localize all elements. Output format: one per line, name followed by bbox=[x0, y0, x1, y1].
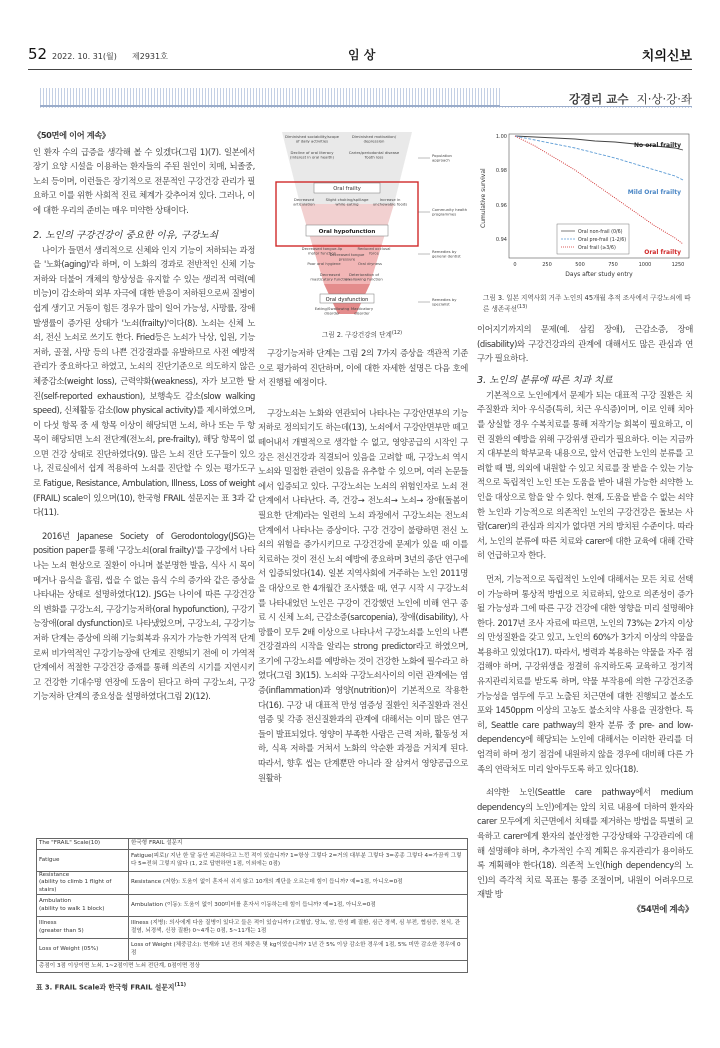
y-ticks bbox=[496, 134, 507, 243]
column-3 bbox=[477, 322, 693, 917]
table-cell: Resistance (ability to climb 1 flight of stairs) bbox=[37, 872, 129, 895]
diagram-label: Reduced occlusal force bbox=[357, 246, 391, 256]
table-3-caption: 표 3. FRAIL Scale과 한국형 FRAIL 설문지$^{(11)}$ bbox=[36, 982, 187, 992]
series-label-frail: Oral frailty bbox=[644, 249, 681, 256]
table-cell: The "FRAIL" Scale(10) bbox=[37, 839, 129, 850]
table-cell: Resistance (저항): 도움이 없이 혼자서 쉬지 않고 10개의 계단을 오르는데 힘이 듭니까? 예=1점, 아니오=0점 bbox=[129, 872, 468, 895]
header-rule bbox=[28, 69, 692, 70]
series-label-pre-frail: Mild Oral frailty bbox=[627, 189, 681, 196]
x-tick: 0 bbox=[513, 262, 517, 268]
y-tick: 0.94 bbox=[495, 237, 507, 243]
diagram-label: Eating/Swallowing disorder bbox=[314, 306, 350, 316]
section-title: 임 상 bbox=[348, 48, 376, 62]
diagram-label: Oral frailty bbox=[333, 186, 361, 192]
table-row bbox=[37, 850, 468, 872]
diagram-label: Oral hypofunction bbox=[318, 229, 376, 235]
diagram-label: Oral dysfunction bbox=[325, 297, 369, 303]
page-header bbox=[28, 46, 692, 68]
diagram-label: Diminished sociability/scope of daily activities bbox=[284, 134, 340, 144]
diagram-label: Poor oral hygiene bbox=[307, 261, 341, 266]
y-tick: 0.98 bbox=[495, 168, 507, 174]
table-row bbox=[37, 895, 468, 917]
diagram-label: Diminished motivation/ depression bbox=[351, 134, 397, 144]
diagram-label: Masticatory disorder bbox=[350, 306, 374, 316]
paragraph: 나이가 들면서 생리적으로 신체와 인지 기능이 저하되는 과정을 '노화(aging)'라 하며, 이 노화의 경과로 전반적인 신체 기능 저하와 더불어 개체의 항상성을 유지할 수 있는 생리적 여력(예비능)이 감소하여 외부 자극에 대한 반응이 저하된으로써 질병이 쉽게 생기고 거동이 힘든 경우가 많이 일어 가능성, 사망률, 장애 발생률이 증가된 상태가 '노쇠(frailty)'이다(8). 노쇠는 신체 노쇠, 전신 노쇠로 쓰기도 한다. Fried등은 노쇠가 낙상, 입원, 기능저하, 골절, 사망 등의 나쁜 건강결과를 유발하므로 사전 예방적 관리가 중요하다고 하였고, 노쇠의 진단기준으로 의도하지 않은 체중감소(weight loss), 근력약화(weakness), 자가 보고한 탈진(self-reported exhaustion), 보행속도 감소(slow walking speed), 신체활동 감소(low physical activity)를 제시하였으며, 이 다섯 항목 중 세 항목 이상이 해당되면 노쇠, 하나 또는 두 항목이 해당되면 노쇠 전단계(전노쇠, pre-frailty), 해당 항목이 없으면 건강 상태로 진단하였다(9). 많은 노쇠 진단 도구들이 있으나, 진료실에서 쉽게 적용하여 노쇠를 진단할 수 있는 평가도구로 Fatigue, Resistance, Ambulation, Illness, Loss of weight (FRAIL) scale이 있으며(10), 한국형 FRAIL 설문지는 표 3과 같다(11). bbox=[33, 244, 255, 518]
x-axis-label: Days after study entry bbox=[565, 271, 633, 278]
side-label: Remedies by specialist bbox=[432, 297, 457, 307]
stage-band-2 bbox=[300, 204, 394, 244]
table-cell: 총점이 3점 이상이면 노쇠, 1~2점이면 노쇠 전단계, 0점이면 정상 bbox=[37, 961, 468, 973]
diagram-label: Caries/periodontal disease Tooth loss bbox=[348, 150, 400, 160]
brand-logo: 치의신보 bbox=[641, 49, 692, 64]
issue-number: 제2931호 bbox=[132, 52, 168, 61]
legend-entry: Oral frail (≥3/6) bbox=[578, 246, 616, 251]
frail-table bbox=[36, 838, 468, 973]
table-row bbox=[37, 839, 468, 850]
table-row bbox=[37, 917, 468, 939]
continued-from: 《50면에 이어 계속》 bbox=[33, 130, 110, 140]
paragraph: 쇠약한 노인(Seattle care pathway에서 medium dependency의 노인)에게는 앞의 치료 내용에 더하여 환자와 carer 모두에게 치근면에서 치태를 제거하는 방법을 특별히 교육하고 carer에게 환자의 불안정한 구강상태와 구강관리에 대해 설명해야 하며, 추가적인 수직 계획은 유지관리가 용이하도록 계획해야 한다(18). 의존적 노인(high dependency의 노인)의 즉각적 치료 목표는 통증 조절이며, 내원이 어려우므로 재발 방 bbox=[477, 787, 693, 900]
x-tick: 250 bbox=[542, 262, 552, 268]
diagram-label: Oral dryness bbox=[357, 261, 383, 266]
table-cell: Loss of Weight (체중감소): 현재와 1년 전의 체중은 몇 kg이었습니까? 1년 간 5% 이상 감소한 경우에 1점, 5% 미만 감소한 경우에 0점 bbox=[129, 939, 468, 961]
paragraph: 기본적으로 노인에게서 문제가 되는 대표적 구강 질환은 치주질환과 치아 우식증(특히, 치근 우식증)이며, 이로 인해 치아를 상실할 경우 수복치료를 통해 저작기능 회복이 필요하고, 이런 질환의 예방을 위해 구강위생 관리가 필요하다. 이는 지금까지 대부분의 학부교육 내용으로, 앞서 언급한 노인의 분류를 고려할 때 별, 의외에 내원할 수 있고 치료를 잘 받을 수 있는 기능적으로 독립적인 노인 또는 도움을 받아 내원 가능한 쇠약한 노인을 대상으로 함을 알 수 있다. 현재, 도움을 받을 수 없는 쇠약한 노인과 기능적으로 의존적인 노인의 구강건강은 돌보는 사람(carer)의 관심과 의지가 없다면 거의 방치된 수준이다. 따라서, 노인의 분류에 따른 치료와 carer에 대한 교육에 대해 간략히 언급하고자 한다. bbox=[477, 389, 693, 561]
oral-health-stages-diagram bbox=[262, 128, 468, 324]
survival-chart bbox=[475, 128, 695, 288]
paragraph: 이어지기까지의 문제(예. 삼킴 장애), 근감소증, 장애(disability)와 구강건강과의 관계에 대해서도 많은 관심과 연구가 필요하다. bbox=[477, 324, 693, 364]
table-cell: Loss of Weight (05%) bbox=[37, 939, 129, 961]
y-axis-label: Cumulative survival bbox=[480, 168, 487, 228]
x-tick: 1250 bbox=[671, 262, 685, 268]
continued-on: 《54면에 계속》 bbox=[632, 903, 693, 914]
diagram-label: Increase in unchewable foods bbox=[372, 197, 408, 207]
x-ticks bbox=[513, 262, 684, 268]
series-label-non-frail: No oral frailty bbox=[633, 142, 681, 149]
side-arrows bbox=[418, 158, 430, 302]
table-row bbox=[37, 939, 468, 961]
series-title: 지·상·강·좌 bbox=[636, 92, 692, 106]
table-cell: 한국형 FRAIL 설문지 bbox=[129, 839, 468, 850]
issue-date: 2022. 10. 31(월) bbox=[52, 52, 117, 61]
table-cell: Ambulation (ability to walk 1 block) bbox=[37, 895, 129, 917]
section-heading: 3. 노인의 분류에 따른 치과 치료 bbox=[477, 374, 613, 386]
paragraph: 구강노쇠는 노화와 연관되어 나타나는 구강안면부의 기능 저하로 정의되기도 하는데(13), 노쇠에서 구강안면부만 떼고 떼어내서 개별적으로 생각할 수 없고, 영양공급의 시작인 구강은 전신건강과 직결되어 있음을 고려할 때, 구강노쇠 역시 노쇠와 밀접한 관련이 있음을 유추할 수 있으며, 여러 논문들에서 입증되고 있다. 구강노쇠는 노쇠의 위험인자로 노쇠 전단계에서 나타난다. 즉, 건강→ 전노쇠→ 노쇠→ 장애(돌봄이 필요한 단계)라는 일련의 노쇠 과정에서 구강노쇠는 전노쇠 단계에서 나타나는 증상이다. 구강 건강이 불량하면 전신 노쇠의 위험을 증가시키므로 구강건강에 문제가 있을 때 이를 치료하는 것이 전신 노쇠 예방에 중요하며 3년의 종단 연구에서 입증되었다(14). 일본 지역사회에 거주하는 노인 2011명을 대상으로 한 4개월간 조사했을 때, 연구 시작 시 구강노쇠를 나타내었던 노인은 구강이 건강했던 노인에 비해 연구 종료 시 신체 노쇠, 근감소증(sarcopenia), 장애(disability), 사망률이 모두 2배 이상으로 나타나서 구강노쇠를 노인의 나쁜 건강결과의 시작을 알리는 strong predictor라고 하였으며, 조기에 구강노쇠를 예방하는 것이 건강한 노화에 필수라고 하였다(그림 3)(15). 노쇠와 구강노쇠사이의 이런 관계에는 염증(inflammation)과 영양(nutrition)이 기본적으로 작용한다(16). 구강 내 대표적 만성 염증성 질환인 치주질환과 전신 염증 및 각종 전신질환과의 관계에 대해서는 이미 많은 연구들이 발표되었다. 영양이 부족한 사람은 근력 저하, 활동성 저하, 식욕 저하를 거쳐서 노화의 악순환 과정을 거치게 된다. 따라서, 향후 씹는 단계뿐만 아니라 잘 삼켜서 영양공급으로 원활하 bbox=[258, 407, 468, 783]
side-label: Remedies by general dentist bbox=[432, 249, 461, 259]
side-label: Community health programmes bbox=[432, 207, 468, 217]
author-name: 강경리 교수 bbox=[568, 92, 629, 106]
paragraph: 먼저, 기능적으로 독립적인 노인에 대해서는 모든 치료 선택이 가능하며 통상적 방법으로 치료하되, 앞으로 의존성이 증가될 가능성과 그에 따른 구강 건강에 대한 영향을 미리 설명해야 한다. 2017년 조사 자료에 따르면, 노인의 73%는 2가지 이상의 만성질환을 갖고 있고, 노인의 60%가 3가지 이상의 약물을 복용하고 있었다(17). 따라서, 병력과 복용하는 약물을 자주 점검해야 하며, 구강위생을 정결히 유지하도록 교육하고 정기적 유지관리치료를 받도록 하며, 약물 부작용에 의한 구강건조증 가능성을 염두에 두고 노출된 치근면에 대한 진행되고 불소도포와 1450ppm 이상의 고농도 불소치약 사용을 권장한다. 특히, Seattle care pathway의 환자 분류 중 pre- and low-dependency에 해당되는 노인에 대해서는 이러한 관리를 더 엄격히 하며 정기 점검에 내원하지 않을 경우에 대비해 다른 가족의 연락처도 미리 알아두도록 하고 있다(18). bbox=[477, 573, 693, 774]
legend-entry: Oral pre-frail (1-2/6) bbox=[578, 238, 627, 243]
side-label: Population approach bbox=[432, 153, 452, 163]
banner-text bbox=[500, 88, 692, 106]
table-cell: Fatigue bbox=[37, 850, 129, 872]
paragraph: 구강기능저하 단계는 그림 2의 7가지 증상을 객관적 기준으로 평가하여 진단하며, 이에 대한 자세한 설명은 다음 호에서 진행될 예정이다. bbox=[258, 348, 468, 388]
section-heading: 2. 노인의 구강건강이 중요한 이유, 구강노쇠 bbox=[33, 229, 218, 241]
table-row bbox=[37, 961, 468, 973]
page-number: 52 bbox=[28, 45, 48, 63]
diagram-label: Decreased tongue-lip motor function bbox=[301, 246, 343, 256]
diagram-label: Decline of oral literacy (interest in oral health) bbox=[290, 150, 334, 160]
x-tick: 750 bbox=[608, 262, 618, 268]
diagram-label: Decreased tongue pressure bbox=[329, 252, 365, 262]
y-tick: 1.00 bbox=[495, 134, 507, 140]
side-labels bbox=[432, 153, 468, 306]
column-1 bbox=[33, 128, 255, 704]
table-cell: Fatigue(피로)/ 지난 한 달 동안 피곤하다고 느낀 적이 있습니까? 1=항상 그렇다 2=거의 대부분 그렇다 3=종종 그렇다 4=가끔씩 그렇다 5=전혀 그렇지 않다 (1, 2로 답변하면 1점, 이외에는 0점) bbox=[129, 850, 468, 872]
column-2 bbox=[258, 346, 468, 785]
figure-2 bbox=[262, 128, 468, 340]
y-tick: 0.96 bbox=[495, 203, 507, 209]
table-cell: Ambulation (이동): 도움이 없이 300미터를 혼자서 이동하는데 힘이 듭니까? 예=1점, 아니오=0점 bbox=[129, 895, 468, 917]
diagram-label: Deterioration of swallowing function bbox=[345, 272, 383, 282]
legend-entry: Oral non-frail (0/6) bbox=[578, 230, 623, 235]
diagram-label: Slight choking/spillage while eating bbox=[325, 197, 369, 207]
figure-2-caption: 그림 2. 구강건강의 단계$^{(12)}$ bbox=[321, 330, 403, 340]
table-cell: Illness (greater than 5) bbox=[37, 917, 129, 939]
diagram-label: Decreased articulation bbox=[293, 197, 315, 207]
table-row bbox=[37, 872, 468, 895]
paragraph: 2016년 Japanese Society of Gerodontology(JSG)는 position paper를 통해 '구강노쇠(oral frailty)'를 구강에서 나타나는 노쇠 현상으로 질환이 아니며 불분명한 발음, 식사 시 목이 메거나 음식을 흘림, 씹을 수 없는 음식 수의 증가와 같은 증상을 나타내는 상태로 설명하였다(12). JSG는 나이에 따른 구강건강의 변화를 구강노쇠, 구강기능저하(oral hypofunction), 구강기능장애(oral dysfunction)로 나타냈었으며, 구강노쇠, 구강기능저하 단계는 증상에 의해 기능회복과 유지가 가능한 가역적 단계로써 비가역적인 구강기능장애 단계로 진행되기 전에 이 가역적 단계에서 적절한 구강건강 증재를 통해 의존의 시기를 지연시키고 건강한 기대수명 연장에 도움이 된다고 하여 구강노쇠, 구강기능저하 단계의 중요성을 설명하였다(그림 2)(12). bbox=[33, 530, 255, 702]
figure-3 bbox=[475, 128, 695, 318]
table-cell: Illness (지병): 의사에게 다음 질병이 있다고 들은 적이 있습니까? (고혈압, 당뇨, 암, 만성 폐 질환, 심근 경색, 심 부전, 협심증, 천식, 관절염, 뇌경색, 신장 질환) 0~4개는 0점, 5~11개는 1점 bbox=[129, 917, 468, 939]
x-tick: 1000 bbox=[638, 262, 652, 268]
table-3 bbox=[36, 838, 468, 992]
x-tick: 500 bbox=[575, 262, 585, 268]
diagram-label: Decreased masticatory function bbox=[310, 272, 350, 282]
paragraph: 인 환자 수의 급증을 생각해 볼 수 있겠다(그림 1)(7). 일본에서 장기 요양 시설을 이용하는 환자들의 주된 원인이 치매, 뇌졸중, 노쇠 등이며, 이런들은 장기적으로 전문적인 구강건강 관리가 필요하고 이를 위한 사회적 진료 체계가 갖추어져 있다. 그러나, 이에 대한 우리의 준비는 매우 미약한 상태이다. bbox=[33, 146, 255, 215]
figure-3-caption: 그림 3. 일본 지역사회 거주 노인의 45개월 추적 조사에서 구강노쇠에 따른 생존곡선$^{(13)}$ bbox=[483, 294, 691, 314]
